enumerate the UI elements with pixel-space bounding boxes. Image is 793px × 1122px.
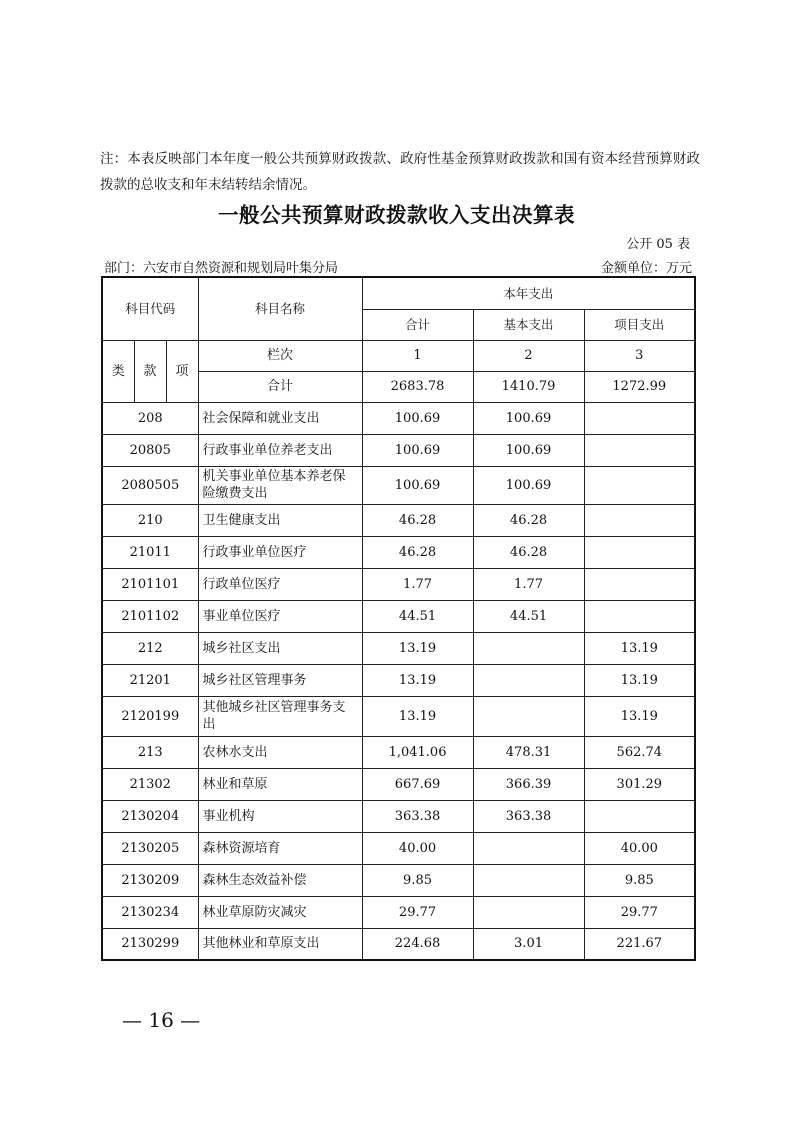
row-basic: 100.69 bbox=[473, 402, 584, 434]
row-name: 行政事业单位养老支出 bbox=[198, 434, 362, 466]
row-total: 13.19 bbox=[362, 696, 473, 736]
row-name: 林业和草原 bbox=[198, 768, 362, 800]
sum-basic: 1410.79 bbox=[473, 371, 584, 402]
row-code: 210 bbox=[102, 504, 198, 536]
row-name: 其他城乡社区管理事务支出 bbox=[198, 696, 362, 736]
department-label: 部门：六安市自然资源和规划局叶集分局 bbox=[104, 261, 339, 276]
table-row bbox=[102, 466, 695, 504]
row-name: 行政单位医疗 bbox=[198, 568, 362, 600]
row-project: 301.29 bbox=[584, 768, 695, 800]
row-basic: 100.69 bbox=[473, 466, 584, 504]
header-kuan: 款 bbox=[134, 340, 166, 402]
row-basic bbox=[473, 664, 584, 696]
row-code: 212 bbox=[102, 632, 198, 664]
row-project: 221.67 bbox=[584, 928, 695, 960]
row-code: 2120199 bbox=[102, 696, 198, 736]
row-basic bbox=[473, 896, 584, 928]
row-name: 事业机构 bbox=[198, 800, 362, 832]
row-project bbox=[584, 504, 695, 536]
row-code: 208 bbox=[102, 402, 198, 434]
row-basic bbox=[473, 696, 584, 736]
row-basic: 3.01 bbox=[473, 928, 584, 960]
sum-label: 合计 bbox=[198, 371, 362, 402]
header-col3: 3 bbox=[584, 340, 695, 371]
row-project bbox=[584, 434, 695, 466]
row-project: 562.74 bbox=[584, 736, 695, 768]
row-basic: 363.38 bbox=[473, 800, 584, 832]
row-code: 21201 bbox=[102, 664, 198, 696]
row-total: 46.28 bbox=[362, 504, 473, 536]
row-basic: 46.28 bbox=[473, 536, 584, 568]
table-row bbox=[102, 896, 695, 928]
row-name: 社会保障和就业支出 bbox=[198, 402, 362, 434]
row-name: 城乡社区管理事务 bbox=[198, 664, 362, 696]
row-project: 13.19 bbox=[584, 664, 695, 696]
row-basic bbox=[473, 832, 584, 864]
sum-total: 2683.78 bbox=[362, 371, 473, 402]
row-basic: 1.77 bbox=[473, 568, 584, 600]
row-code: 2130234 bbox=[102, 896, 198, 928]
header-basic: 基本支出 bbox=[473, 309, 584, 340]
row-total: 224.68 bbox=[362, 928, 473, 960]
table-row bbox=[102, 864, 695, 896]
row-total: 46.28 bbox=[362, 536, 473, 568]
sum-project: 1272.99 bbox=[584, 371, 695, 402]
row-project bbox=[584, 600, 695, 632]
row-name: 林业草原防灾减灾 bbox=[198, 896, 362, 928]
row-total: 100.69 bbox=[362, 466, 473, 504]
header-col1: 1 bbox=[362, 340, 473, 371]
row-basic: 366.39 bbox=[473, 768, 584, 800]
row-code: 2080505 bbox=[102, 466, 198, 504]
row-name: 森林资源培育 bbox=[198, 832, 362, 864]
table-row bbox=[102, 568, 695, 600]
row-code: 21011 bbox=[102, 536, 198, 568]
row-total: 1.77 bbox=[362, 568, 473, 600]
row-name: 事业单位医疗 bbox=[198, 600, 362, 632]
row-code: 2130204 bbox=[102, 800, 198, 832]
row-project bbox=[584, 568, 695, 600]
table-row bbox=[102, 736, 695, 768]
row-basic: 478.31 bbox=[473, 736, 584, 768]
row-name: 卫生健康支出 bbox=[198, 504, 362, 536]
row-name: 城乡社区支出 bbox=[198, 632, 362, 664]
table-row bbox=[102, 832, 695, 864]
table-row bbox=[102, 696, 695, 736]
table-row bbox=[102, 600, 695, 632]
row-basic: 46.28 bbox=[473, 504, 584, 536]
header-current-year: 本年支出 bbox=[362, 277, 695, 309]
row-code: 21302 bbox=[102, 768, 198, 800]
row-name: 机关事业单位基本养老保险缴费支出 bbox=[198, 466, 362, 504]
table-row bbox=[102, 402, 695, 434]
header-lei: 类 bbox=[102, 340, 134, 402]
header-col2: 2 bbox=[473, 340, 584, 371]
header-project: 项目支出 bbox=[584, 309, 695, 340]
row-project: 29.77 bbox=[584, 896, 695, 928]
row-code: 20805 bbox=[102, 434, 198, 466]
header-total: 合计 bbox=[362, 309, 473, 340]
row-project: 13.19 bbox=[584, 696, 695, 736]
row-total: 29.77 bbox=[362, 896, 473, 928]
row-code: 2130299 bbox=[102, 928, 198, 960]
row-name: 行政事业单位医疗 bbox=[198, 536, 362, 568]
row-project: 40.00 bbox=[584, 832, 695, 864]
page-number: — 16 — bbox=[122, 1008, 201, 1032]
row-basic bbox=[473, 864, 584, 896]
row-project bbox=[584, 800, 695, 832]
table-row bbox=[102, 434, 695, 466]
row-project: 9.85 bbox=[584, 864, 695, 896]
row-total: 40.00 bbox=[362, 832, 473, 864]
row-basic: 44.51 bbox=[473, 600, 584, 632]
header-column-no: 栏次 bbox=[198, 340, 362, 371]
row-basic: 100.69 bbox=[473, 434, 584, 466]
budget-table bbox=[101, 276, 696, 961]
row-project bbox=[584, 466, 695, 504]
table-row bbox=[102, 632, 695, 664]
row-total: 13.19 bbox=[362, 664, 473, 696]
row-total: 100.69 bbox=[362, 434, 473, 466]
page-title: 一般公共预算财政拨款收入支出决算表 bbox=[218, 203, 575, 227]
table-row bbox=[102, 504, 695, 536]
table-code-label: 公开 05 表 bbox=[626, 237, 690, 252]
row-project bbox=[584, 536, 695, 568]
row-code: 2130205 bbox=[102, 832, 198, 864]
header-subject-code: 科目代码 bbox=[102, 277, 198, 340]
row-code: 213 bbox=[102, 736, 198, 768]
row-total: 667.69 bbox=[362, 768, 473, 800]
header-xiang: 项 bbox=[166, 340, 198, 402]
row-name: 农林水支出 bbox=[198, 736, 362, 768]
row-name: 其他林业和草原支出 bbox=[198, 928, 362, 960]
table-note: 注：本表反映部门本年度一般公共预算财政拨款、政府性基金预算财政拨款和国有资本经营预算财政拨款的总收支和年末结转结余情况。 bbox=[100, 151, 700, 193]
table-row bbox=[102, 536, 695, 568]
row-project: 13.19 bbox=[584, 632, 695, 664]
table-row bbox=[102, 928, 695, 960]
row-total: 44.51 bbox=[362, 600, 473, 632]
row-name: 森林生态效益补偿 bbox=[198, 864, 362, 896]
row-basic bbox=[473, 632, 584, 664]
header-subject-name: 科目名称 bbox=[198, 277, 362, 340]
row-total: 363.38 bbox=[362, 800, 473, 832]
table-row bbox=[102, 664, 695, 696]
unit-label: 金额单位：万元 bbox=[600, 261, 692, 276]
row-total: 9.85 bbox=[362, 864, 473, 896]
table-row bbox=[102, 800, 695, 832]
row-total: 13.19 bbox=[362, 632, 473, 664]
row-code: 2130209 bbox=[102, 864, 198, 896]
row-code: 2101102 bbox=[102, 600, 198, 632]
row-code: 2101101 bbox=[102, 568, 198, 600]
row-project bbox=[584, 402, 695, 434]
row-total: 100.69 bbox=[362, 402, 473, 434]
table-row bbox=[102, 768, 695, 800]
row-total: 1,041.06 bbox=[362, 736, 473, 768]
